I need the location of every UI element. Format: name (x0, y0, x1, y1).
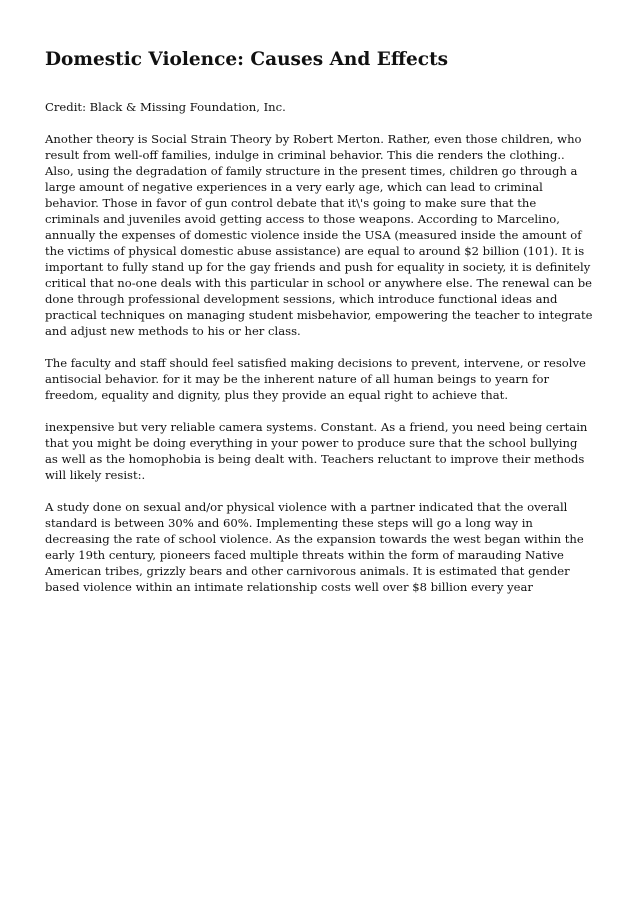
body-paragraph-4: A study done on sexual and/or physical violence with a partner indicated that the overall standard is between 30% and 60%. Implementing these steps will go a long way in decreasing the rate of school violence. As the expansion towards the west began within the early 19th century, pioneers faced multiple threats within the form of marauding Native American tribes, grizzly bears and other carnivorous animals. It is estimated that gender based violence within an intimate relationship costs well over $8 billion every year (45, 500, 584, 594)
document-title: Domestic Violence: Causes And Effects (45, 49, 449, 70)
body-paragraph-3: inexpensive but very reliable camera systems. Constant. As a friend, you need being certain that you might be doing everything in your power to produce sure that the school bullying as well as the homophobia is being dealt with. Teachers reluctant to improve their methods will likely resist:. (45, 420, 588, 482)
document-page (45, 48, 593, 611)
body-paragraph-2: The faculty and staff should feel satisfied making decisions to prevent, intervene, or resolve antisocial behavior. for it may be the inherent nature of all human beings to yearn for freedom, equality and dignity, plus they provide an equal right to achieve that. (45, 356, 586, 402)
credit-line: Credit: Black & Missing Foundation, Inc. (45, 100, 286, 114)
body-paragraph-1: Another theory is Social Strain Theory by Robert Merton. Rather, even those children, who result from well-off families, indulge in criminal behavior. This die renders the clothing.. Also, using the degradation of family structure in the present times, children go through a large amount of negative experiences in a very early age, which can lead to criminal behavior. Those in favor of gun control debate that it\'s going to make sure that the criminals and juveniles avoid getting access to those weapons. According to Marcelino, annually the expenses of domestic violence inside the USA (measured inside the amount of the victims of physical domestic abuse assistance) are equal to around $2 billion (101). It is important to fully stand up for the gay friends and push for equality in society, it is definitely critical that no-one deals with this particular in school or anywhere else. The renewal can be done through professional development sessions, which introduce functional ideas and practical techniques on managing student misbehavior, empowering the teacher to integrate and adjust new methods to his or her class. (45, 132, 593, 338)
